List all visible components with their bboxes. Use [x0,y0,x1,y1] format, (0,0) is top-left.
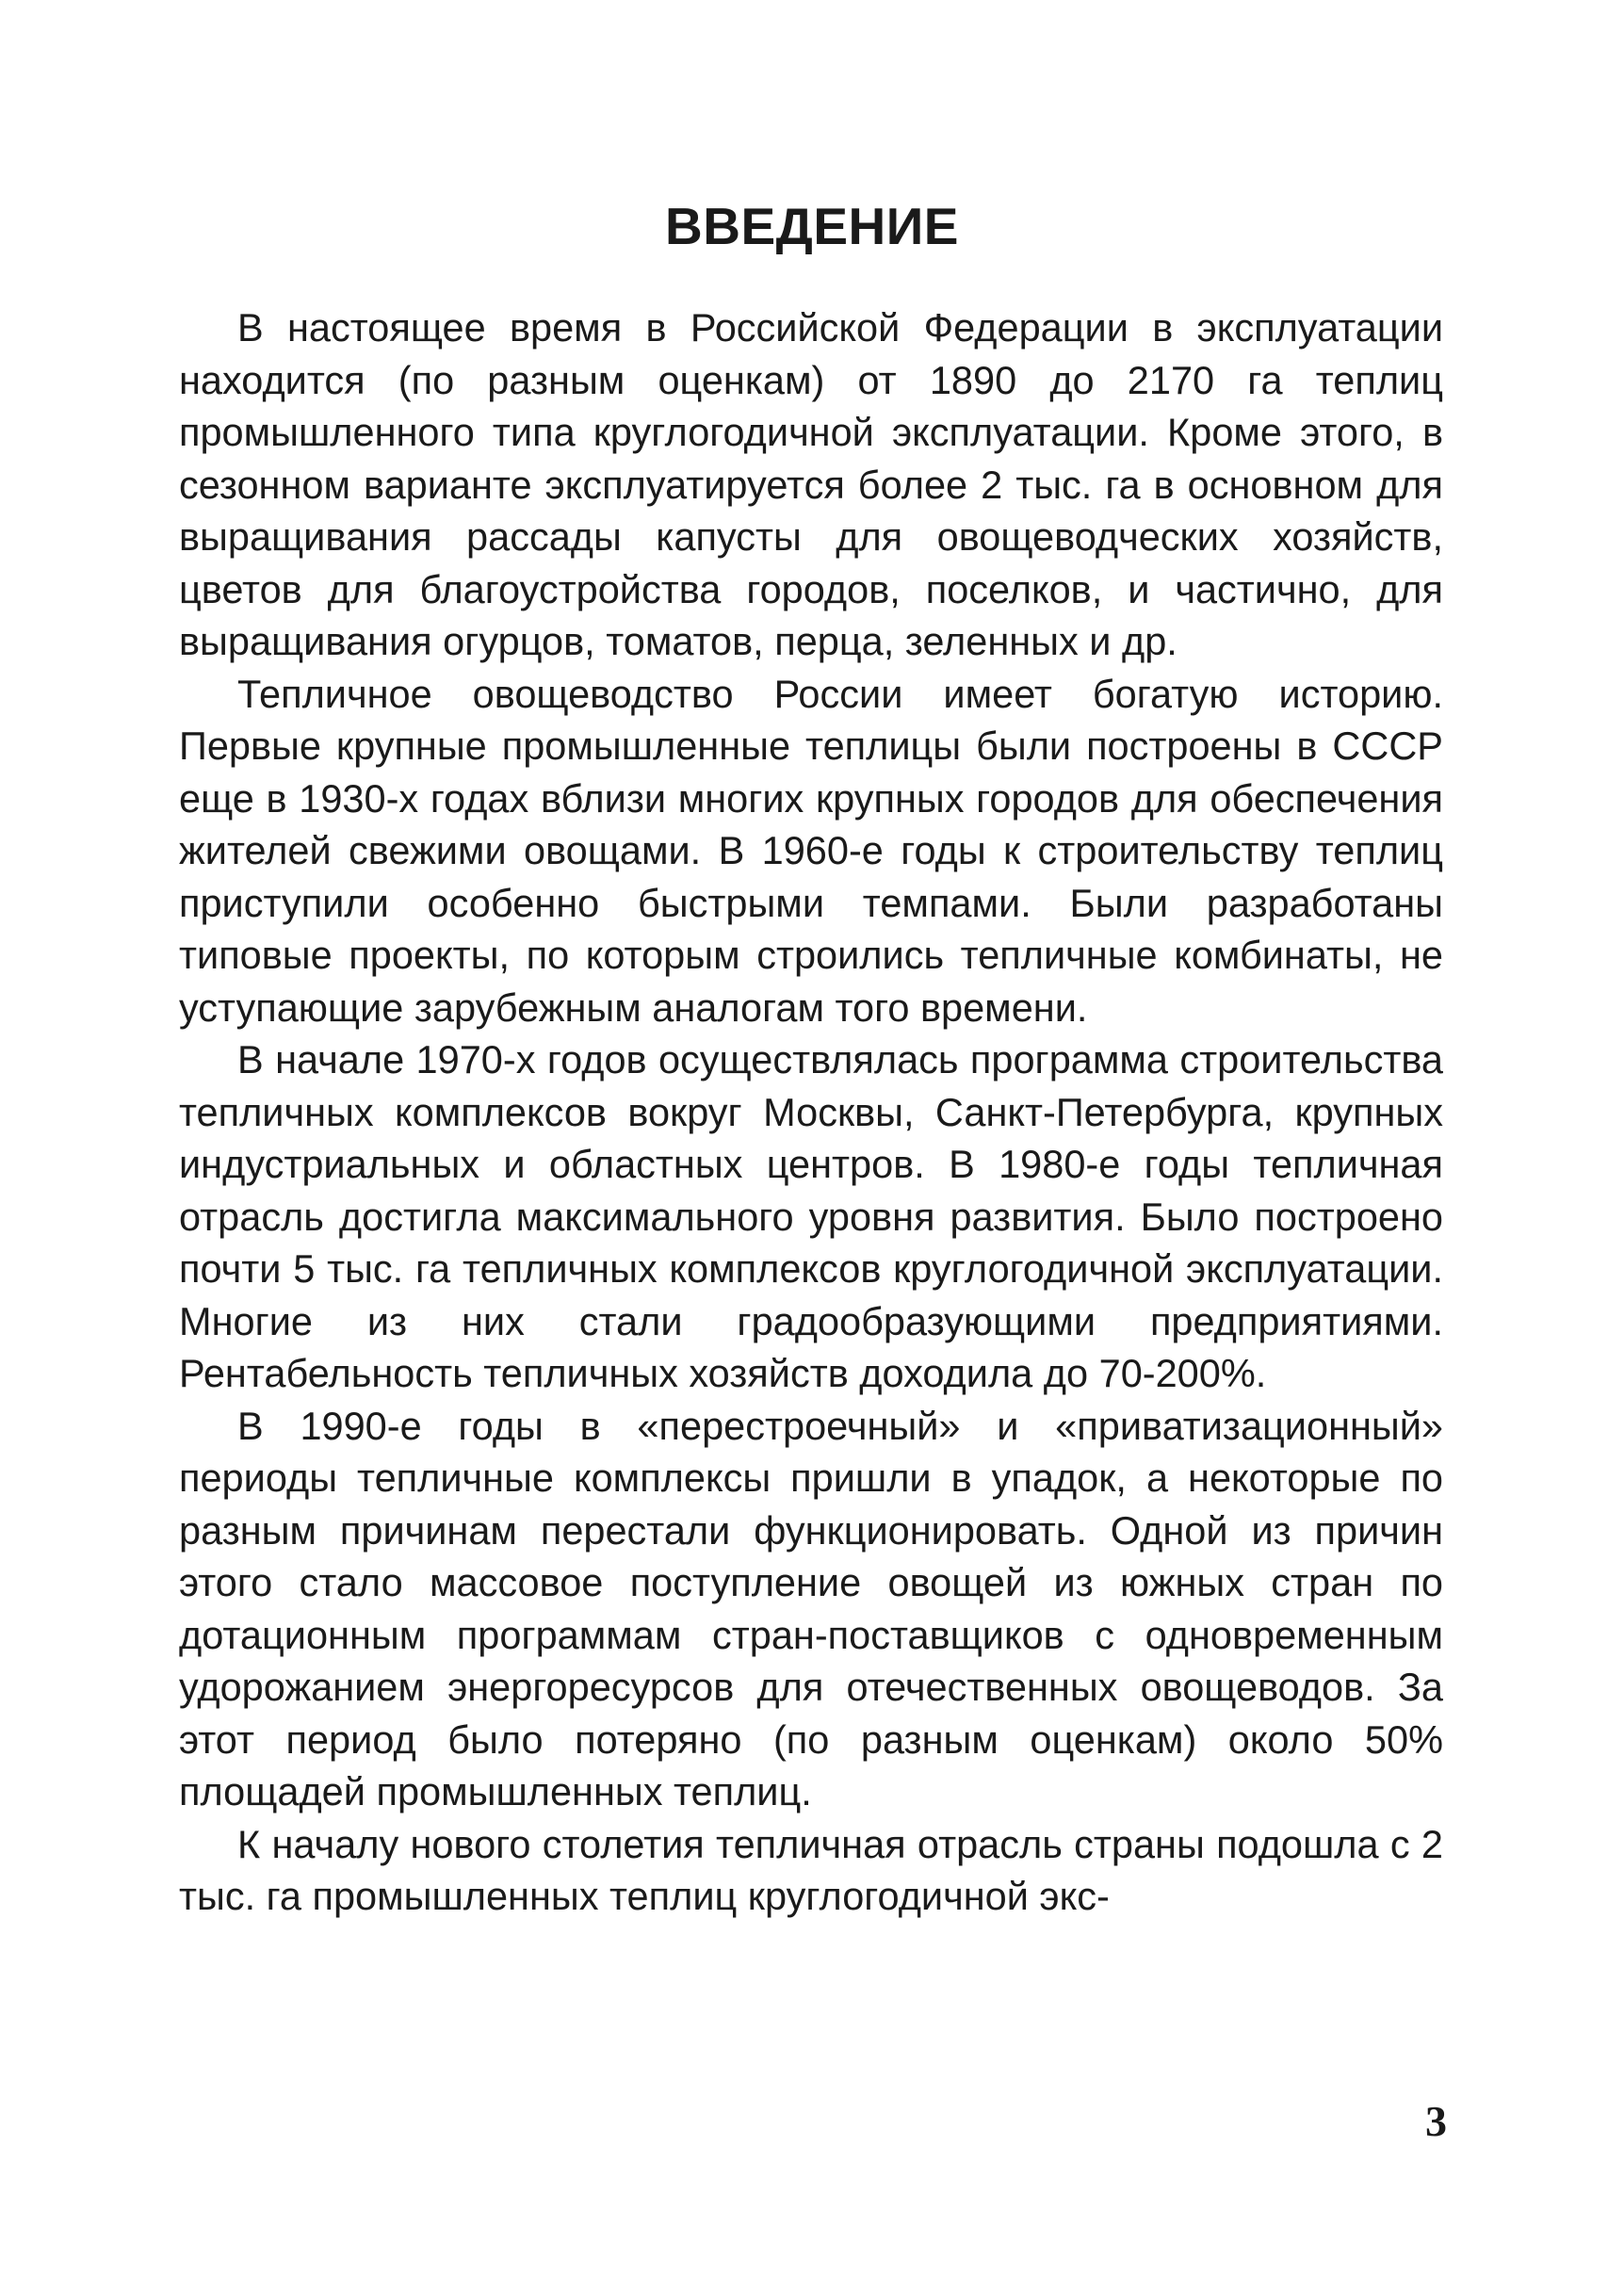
page-number: 3 [1425,2097,1447,2145]
paragraph: Тепличное овощеводство России имеет богатую историю. Первые крупные промышленные теплицы были построены в СССР еще в 1930-х годах вблизи многих крупных городов для обеспечения жителей свежими овощами. В 1960-е годы к строительству теплиц приступили особенно быстрыми темпами. Были разработаны типовые проекты, по которым строились тепличные комбинаты, не уступающие зарубежным аналогам того времени. [179,671,1443,1030]
body-text [179,301,1443,1923]
paragraph: В начале 1970-х годов осуществлялась программа строительства тепличных комплексов вокруг Москвы, Санкт-Петербурга, крупных индустриальных и областных центров. В 1980-е годы тепличная отрасль достигла максимального уровня развития. Было построено почти 5 тыс. га тепличных комплексов круглогодичной эксплуатации. Многие из них стали градообразующими предприятиями. Рентабельность тепличных хозяйств доходила до 70-200%. [179,1037,1443,1395]
paragraph: В 1990-е годы в «перестроечный» и «приватизационный» периоды тепличные комплексы пришли в упадок, а некоторые по разным причинам перестали функционировать. Одной из причин этого стало массовое поступление овощей из южных стран по дотационным программам стран-поставщиков с одновременным удорожанием энергоресурсов для отечественных овощеводов. За этот период было потеряно (по разным оценкам) около 50% площадей промышленных теплиц. [179,1403,1443,1813]
paragraph: К началу нового столетия тепличная отрасль страны подошла с 2 тыс. га промышленных теплиц круглогодичной экс- [179,1821,1443,1918]
page-title: ВВЕДЕНИЕ [665,197,959,255]
paragraph: В настоящее время в Российской Федерации в эксплуатации находится (по разным оценкам) от 1890 до 2170 га теплиц промышленного типа круглогодичной эксплуатации. Кроме этого, в сезонном варианте эксплуатируется более 2 тыс. га в основном для выращивания рассады капусты для овощеводческих хозяйств, цветов для благоустройства городов, поселков, и частично, для выращивания огурцов, томатов, перца, зеленных и др. [179,305,1443,663]
